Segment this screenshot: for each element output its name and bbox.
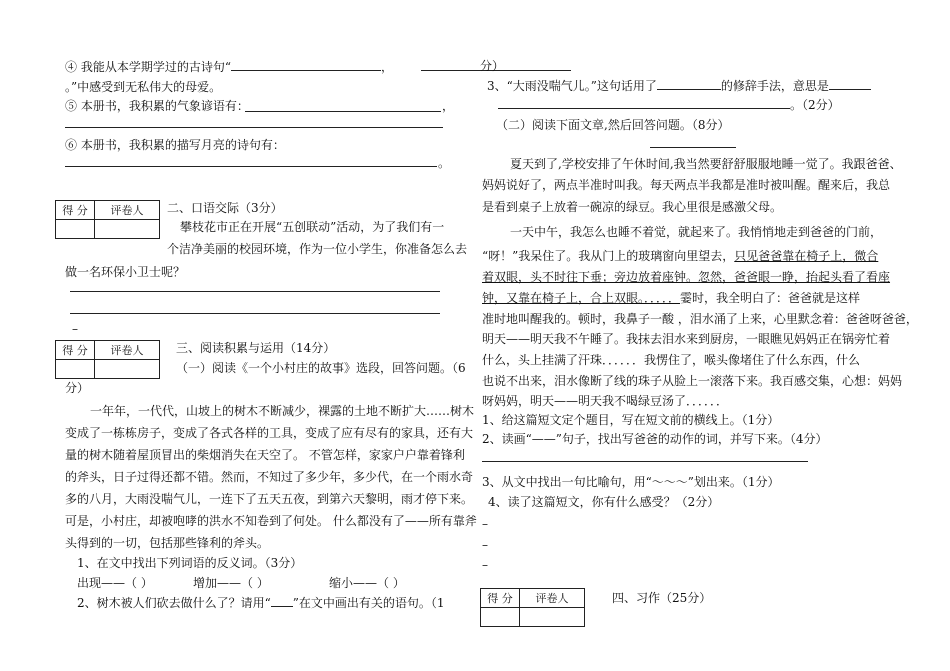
b4-prompt: 4、读了这篇短文，你有什么感受？（2分） (488, 495, 720, 509)
score-cell[interactable] (56, 360, 95, 379)
grader-header: 评卷人 (520, 589, 585, 608)
article-line11: 也说不出来，泪水像断了线的珠子从脸上一滚落下来。我百感交集，心想：妈妈 (482, 374, 903, 388)
score-cell[interactable] (481, 608, 520, 627)
article-line4: 一天中午，我怎么也睡不着觉，就起来了。我悄悄地走到爸爸的门前， (510, 225, 883, 239)
passage1-line4: 的斧头，日子过得还都不错。然而，不知过了多少年，多少代，在一个雨水奇 (65, 470, 474, 484)
passage1-line2: 变成了一栋栋房子，变成了各式各样的工具，变成了应有尽有的家具，还有大 (65, 426, 474, 440)
q1-antonym-3[interactable]: 缩小——（ ） (329, 576, 405, 590)
q4-blank-1[interactable] (231, 58, 381, 71)
article-line8: 准时地叫醒我的。顿时，我鼻子一酸 ，泪水涌了上来，心里默念着：爸爸呀爸爸， (482, 312, 918, 326)
q2-text-b: ”在文中画出有关的语句。（1 (292, 596, 445, 610)
passage1-line5: 多的八月，大雨没喘气儿，一连下了五天五夜，到第六天黎明，雨才停下来。 (65, 492, 474, 506)
q1-antonym-2[interactable]: 增加——（ ） (193, 576, 269, 590)
q3-score: 。（2分） (790, 98, 840, 112)
underlined-sentence-3: 钟，又靠在椅子上，合上双眼。．．．．． (482, 291, 681, 305)
article-line5-a: “呀！”我呆住了。我从门上的玻璃窗向里望去， (482, 249, 735, 263)
score-box-sec3 (55, 340, 160, 379)
q4-end-text: 。”中感受到无私伟大的母爱。 (65, 80, 222, 94)
score-box-sec4 (480, 588, 585, 627)
score-header: 得 分 (481, 589, 520, 608)
b1-prompt: 1、给这篇短文定个题目，写在短文前的横线上。（1分） (482, 413, 780, 427)
sec2-title: 二、口语交际（3分） (167, 201, 283, 215)
underlined-sentence-1: 只见爸爸靠在椅子上，微合 (734, 249, 879, 263)
b4-dash-1: – (482, 517, 488, 531)
q3-rhetoric (487, 77, 871, 94)
q3-blank-meaning-2[interactable] (498, 108, 790, 109)
article-line7-b: 霎时，我全明白了：爸爸就是这样 (680, 291, 861, 305)
grader-cell[interactable] (95, 360, 160, 379)
grader-header: 评卷人 (95, 201, 160, 220)
score-header: 得 分 (56, 341, 95, 360)
passage1-line7: 头得到的一切，包括那些锋利的斧头。 (65, 536, 270, 550)
underlined-sentence-2: 着双眼，头不时往下垂；旁边放着座钟。忽然，爸爸眼一睁，抬起头看了看座 (482, 270, 891, 284)
grader-header: 评卷人 (95, 341, 160, 360)
b3-prompt: 3、从文中找出一句比喻句，用“～～～”划出来。（1分） (482, 475, 780, 489)
b2-prompt: 2、读画“——”句子，找出写爸爸的动作的词，并写下来。（4分） (482, 432, 828, 446)
sec2-answer-line-2[interactable] (70, 313, 440, 314)
passage1-line3: 量的树木随着屋顶冒出的柴烟消失在天空了。 不管怎样，家家户户靠着锋利 (65, 448, 465, 462)
q6-end: 。 (438, 156, 451, 170)
q2-prompt (77, 594, 445, 611)
sec3-title: 三、阅读积累与运用（14分） (176, 341, 336, 355)
q1-antonym-1[interactable]: 出现——（ ） (77, 576, 153, 590)
sec2-line1: 攀枝花市正在开展“五创联动”活动，为了我们有一 (180, 220, 445, 234)
q4-comma: ， (380, 60, 393, 74)
q2-mark-blank[interactable] (271, 594, 293, 607)
q5-label: ⑤ 本册书，我积累的气象谚语有： (65, 99, 249, 113)
score-cell[interactable] (56, 220, 95, 239)
sec2-dash: – (72, 322, 78, 336)
q3-blank-device[interactable] (657, 77, 721, 90)
q5-blank-1[interactable] (245, 111, 441, 112)
sec2-line3: 做一名环保小卫士呢？ (65, 265, 186, 279)
article-line3: 是看到桌子上放着一碗凉的绿豆。我心里很是感激父母。 (482, 200, 783, 214)
article-line5 (482, 248, 878, 264)
article-title-blank[interactable] (650, 147, 736, 148)
q5-blank-2[interactable] (65, 127, 443, 128)
q1-prompt: 1、在文中找出下列词语的反义词。（3分） (77, 556, 303, 570)
sec2-line2: 个洁净美丽的校园环境，作为一位小学生，你准备怎么去 (167, 242, 468, 256)
grader-cell[interactable] (95, 220, 160, 239)
q6-blank[interactable] (65, 166, 437, 167)
part2-title: （二）阅读下面文章,然后回答问题。（8分） (496, 118, 730, 132)
score-header: 得 分 (56, 201, 95, 220)
article-line10: 什么，头上挂满了汗珠．．．．．．我愣住了，喉头像堵住了什么东西，什么 (482, 353, 861, 367)
grader-cell[interactable] (520, 608, 585, 627)
q4-line2 (65, 79, 221, 95)
article-line12: 呀妈妈，明天——明天我不喝绿豆汤了．．．．．． (482, 394, 729, 408)
q3-text-a: 3、“大雨没喘气儿。”这句话用了 (487, 79, 657, 93)
article-line1: 夏天到了,学校安排了午休时间,我当然要舒舒服服地睡一觉了。我跟爸爸、 (510, 157, 902, 171)
article-line7 (482, 290, 860, 306)
passage1-line1: 一年年，一代代，山坡上的树木不断减少，裸露的土地不断扩大……树木 (90, 404, 475, 418)
article-line2: 妈妈说好了，两点半准时叫我。每天两点半我都是准时被叫醒。醒来后，我总 (482, 178, 891, 192)
b4-dash-2: – (482, 538, 488, 552)
sec3-line1: （一）阅读《一个小村庄的故事》选段，回答问题。（6 (176, 361, 466, 375)
article-line9: 明天——明天我不午睡了。我抹去泪水来到厨房，一眼瞧见妈妈正在锅旁忙着 (482, 332, 891, 346)
q6-label: ⑥ 本册书，我积累的描写月亮的诗句有： (65, 138, 285, 152)
q4-text: ④ 我能从本学期学过的古诗句“ (65, 60, 231, 74)
passage1-line6: 可是，小村庄，却被咆哮的洪水不知卷到了何处。 什么都没有了——所有靠斧 (65, 514, 477, 528)
b4-dash-3: – (482, 558, 488, 572)
q5-comma: ， (442, 99, 455, 113)
sec3-line2: 分） (65, 381, 90, 395)
q3-blank-meaning[interactable] (829, 77, 871, 90)
q2-text-a: 2、树木被人们砍去做什么了？请用“ (77, 596, 271, 610)
sec2-answer-line-1[interactable] (70, 291, 440, 292)
right-carry-score: 分） (480, 59, 505, 73)
b2-answer-line[interactable] (482, 461, 808, 462)
score-box-sec2 (55, 200, 160, 239)
sec4-title: 四、习作（25分） (612, 591, 712, 605)
q3-text-b: 的修辞手法，意思是 (720, 79, 829, 93)
